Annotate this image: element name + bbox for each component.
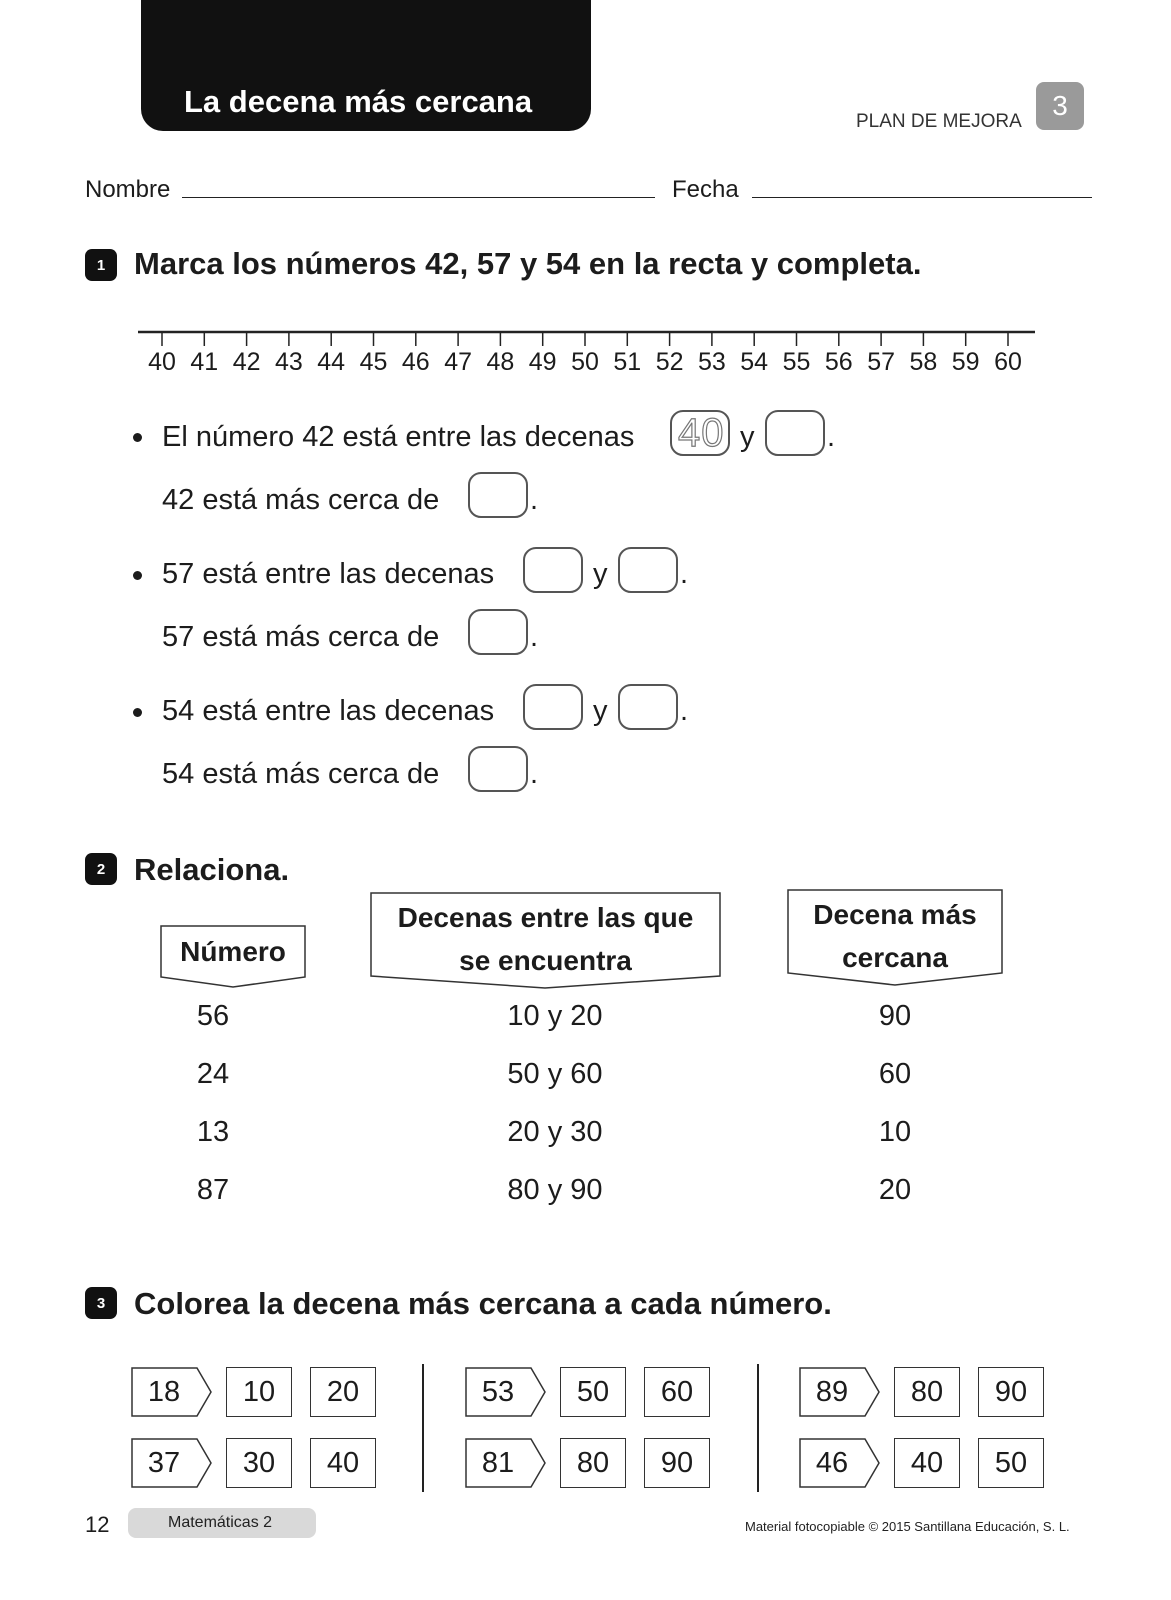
- bullet-3: [133, 708, 142, 717]
- cercana-cell[interactable]: 60: [878, 1058, 912, 1090]
- item-2-closer-text: 57 está más cerca de: [162, 621, 440, 653]
- option-box[interactable]: 90: [644, 1438, 710, 1488]
- option-box[interactable]: 50: [560, 1367, 626, 1417]
- number-line-label: 41: [190, 348, 219, 376]
- item-1-between-text: El número 42 está entre las decenas: [162, 421, 635, 453]
- item-1-answer-box-b[interactable]: [765, 410, 825, 456]
- group-divider: [757, 1364, 759, 1492]
- date-label: Fecha: [672, 176, 739, 203]
- item-1-period: .: [827, 421, 836, 453]
- option-box[interactable]: 80: [560, 1438, 626, 1488]
- decenas-header-line1: Decenas entre las que: [397, 902, 694, 933]
- item-3-closer-period: .: [530, 758, 539, 790]
- arrow-number: 53: [481, 1376, 515, 1408]
- item-2-closer-period: .: [530, 621, 539, 653]
- copyright: Material fotocopiable © 2015 Santillana Educación, S. L.: [745, 1519, 1070, 1534]
- number-line-label: 51: [613, 348, 642, 376]
- item-2-closer-box[interactable]: [468, 609, 528, 655]
- number-line-label: 57: [867, 348, 896, 376]
- name-field[interactable]: [182, 197, 655, 198]
- arrow-number: 81: [481, 1447, 515, 1479]
- cercana-header-line2: cercana: [842, 942, 948, 973]
- item-3-closer-text: 54 está más cerca de: [162, 758, 440, 790]
- number-line-label: 53: [697, 348, 726, 376]
- numero-cell[interactable]: 87: [196, 1174, 230, 1206]
- number-line-label: 40: [148, 348, 176, 376]
- date-field[interactable]: [752, 197, 1092, 198]
- bullet-2: [133, 571, 142, 580]
- exercise-3-title: Colorea la decena más cercana a cada número.: [134, 1286, 832, 1321]
- number-line-label: 56: [824, 348, 853, 376]
- number-line-label: 42: [232, 348, 261, 376]
- exercise-1-badge: 1: [85, 249, 117, 281]
- item-3-between-text: 54 está entre las decenas: [162, 695, 495, 727]
- exercise-2-title: Relaciona.: [134, 852, 290, 887]
- number-line-label: 44: [317, 348, 346, 376]
- page-title: La decena más cercana: [184, 84, 533, 119]
- option-box[interactable]: 60: [644, 1367, 710, 1417]
- item-2-and: y: [593, 558, 608, 590]
- cercana-cell[interactable]: 10: [878, 1116, 912, 1148]
- decenas-cell[interactable]: 10 y 20: [507, 1000, 603, 1032]
- number-line-label: 49: [528, 348, 557, 376]
- bullet-1: [133, 433, 142, 442]
- number-line-label: 48: [486, 348, 515, 376]
- number-line-label: 45: [359, 348, 388, 376]
- arrow-number: 46: [815, 1447, 849, 1479]
- item-3-answer-box-b[interactable]: [618, 684, 678, 730]
- option-box[interactable]: 40: [894, 1438, 960, 1488]
- numero-cell[interactable]: 13: [196, 1116, 230, 1148]
- decenas-cell[interactable]: 80 y 90: [507, 1174, 603, 1206]
- item-2-period: .: [680, 558, 689, 590]
- number-line-label: 52: [655, 348, 684, 376]
- number-line-label: 46: [401, 348, 430, 376]
- option-box[interactable]: 50: [978, 1438, 1044, 1488]
- number-line-label: 60: [994, 348, 1022, 376]
- item-3-and: y: [593, 695, 608, 727]
- number-line-label: 47: [444, 348, 473, 376]
- option-box[interactable]: 90: [978, 1367, 1044, 1417]
- item-1-closer-period: .: [530, 484, 539, 516]
- cercana-cell[interactable]: 90: [878, 1000, 912, 1032]
- page-number: 12: [85, 1512, 110, 1537]
- option-box[interactable]: 30: [226, 1438, 292, 1488]
- item-3-closer-box[interactable]: [468, 746, 528, 792]
- arrow-number: 18: [147, 1376, 181, 1408]
- option-box[interactable]: 80: [894, 1367, 960, 1417]
- number-line-label: 43: [274, 348, 303, 376]
- item-2-between-text: 57 está entre las decenas: [162, 558, 495, 590]
- cercana-header-line1: Decena más: [813, 899, 977, 930]
- cercana-cell[interactable]: 20: [878, 1174, 912, 1206]
- item-1-answer-box-a[interactable]: [670, 410, 730, 456]
- book-label: Matemáticas 2: [128, 1508, 316, 1538]
- item-1-closer-text: 42 está más cerca de: [162, 484, 440, 516]
- item-3-period: .: [680, 695, 689, 727]
- group-divider: [422, 1364, 424, 1492]
- item-1-and: y: [740, 421, 755, 453]
- item-2-answer-box-a[interactable]: [523, 547, 583, 593]
- arrow-number: 37: [147, 1447, 181, 1479]
- plan-label: PLAN DE MEJORA: [856, 111, 1022, 132]
- option-box[interactable]: 10: [226, 1367, 292, 1417]
- decenas-cell[interactable]: 50 y 60: [507, 1058, 603, 1090]
- number-line-label: 55: [782, 348, 811, 376]
- name-label: Nombre: [85, 176, 171, 203]
- number-line-label: 50: [571, 348, 599, 376]
- item-1-closer-box[interactable]: [468, 472, 528, 518]
- decenas-header-line2: se encuentra: [459, 945, 632, 976]
- number-line[interactable]: [130, 322, 1040, 382]
- option-box[interactable]: 40: [310, 1438, 376, 1488]
- item-1-example-answer: 40: [678, 411, 725, 455]
- exercise-3-badge: 3: [85, 1287, 117, 1319]
- plan-number-badge: 3: [1036, 82, 1084, 130]
- decenas-cell[interactable]: 20 y 30: [507, 1116, 603, 1148]
- numero-cell[interactable]: 24: [196, 1058, 230, 1090]
- arrow-number: 89: [815, 1376, 849, 1408]
- numero-header: Número: [180, 936, 286, 967]
- option-box[interactable]: 20: [310, 1367, 376, 1417]
- item-2-answer-box-b[interactable]: [618, 547, 678, 593]
- exercise-1-title: Marca los números 42, 57 y 54 en la recta y completa.: [134, 246, 922, 281]
- exercise-2-badge: 2: [85, 853, 117, 885]
- item-3-answer-box-a[interactable]: [523, 684, 583, 730]
- number-line-label: 54: [740, 348, 769, 376]
- numero-cell[interactable]: 56: [196, 1000, 230, 1032]
- number-line-label: 59: [951, 348, 980, 376]
- number-line-label: 58: [909, 348, 938, 376]
